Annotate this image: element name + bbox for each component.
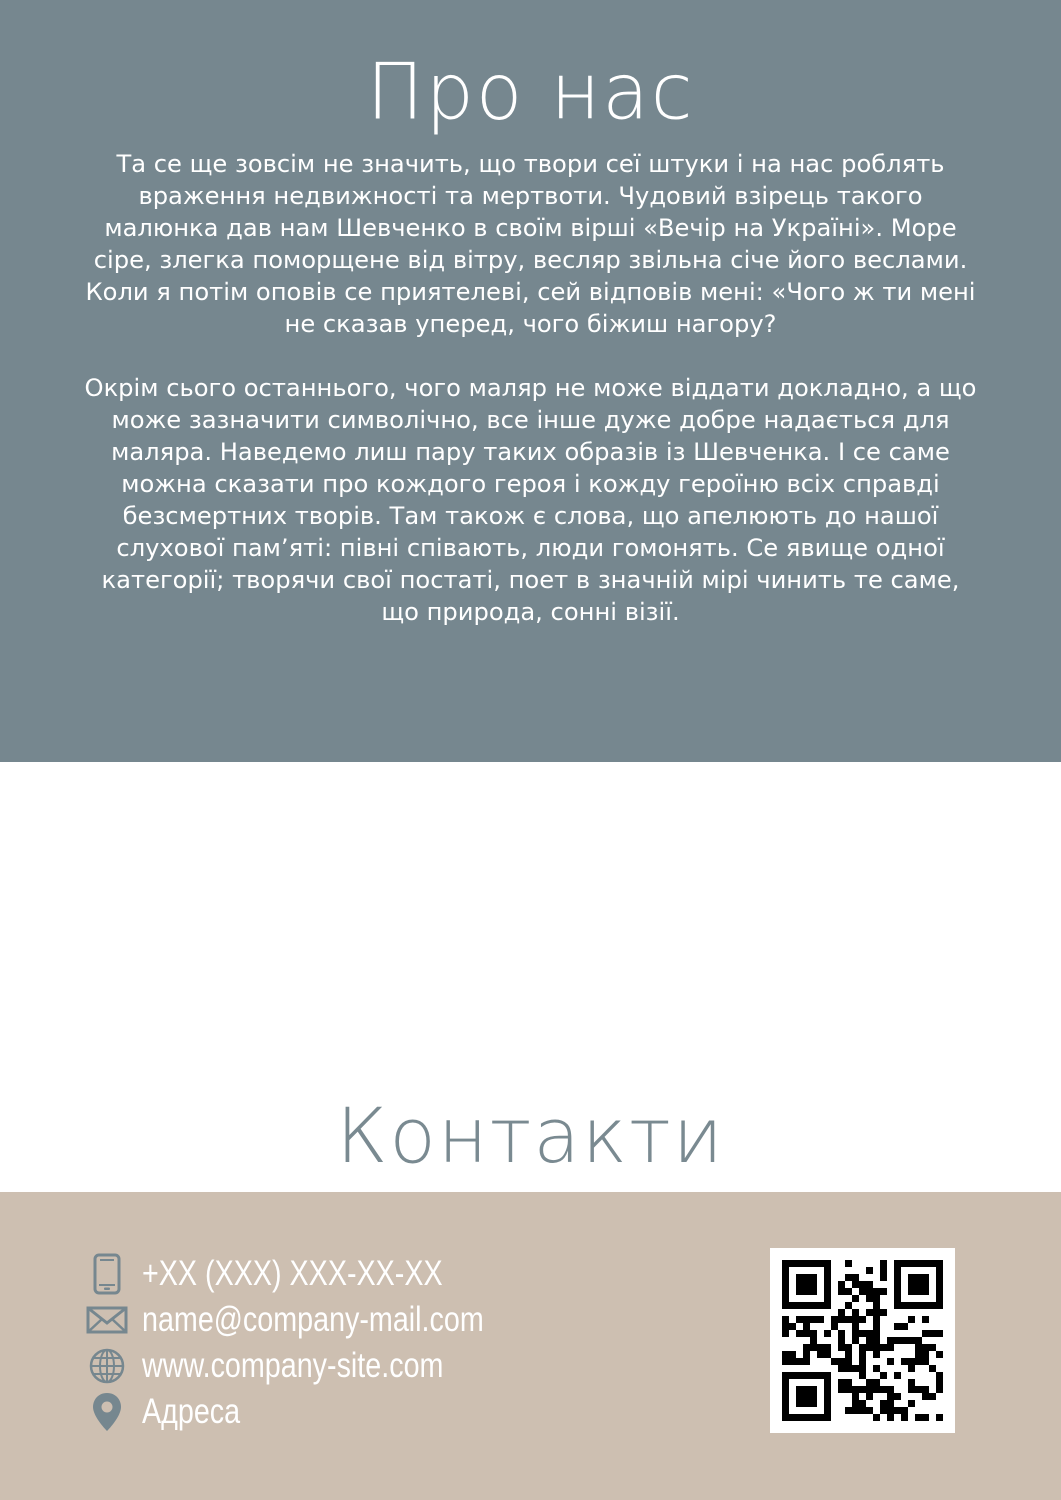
- about-paragraph-2: Окрім сього останнього, чого маляр не може віддати докладно, а що може зазначити символічно, все інше дуже добре надається для маляра. Наведемо лиш пару таких образів із Шевченка. І се саме можна сказати про кождого героя і кожду героїню всіх справді безсмертних творів. Там також є слова, що апелюють до нашої слухової пам’яті: півні співають, люди гомонять. Се явище одної категорії; творячи свої постаті, поет в значній мірі чинить те саме, що природа, сонні візії.: [84, 374, 977, 626]
- contact-website-row: [86, 1344, 510, 1388]
- contact-email-row: [86, 1298, 559, 1342]
- contact-address-row: [86, 1390, 262, 1434]
- about-title: Про нас: [366, 46, 695, 137]
- contact-phone[interactable]: +XX (XXX) XXX-XX-XX: [142, 1254, 443, 1293]
- contact-phone-row: [86, 1252, 509, 1296]
- mail-icon: [86, 1299, 128, 1341]
- phone-icon: [86, 1253, 128, 1295]
- contact-website[interactable]: www.company-site.com: [142, 1346, 444, 1385]
- contact-address: Адреса: [142, 1392, 241, 1431]
- about-paragraph-1: Та се ще зовсім не значить, що твори сеї штуки і на нас роблять враження недвижності та мертвоти. Чудовий взірець такого малюнка дав нам Шевченко в своїм вірші «Вечір на Україні». Море сіре, злегка поморщене від вітру, весляр звільна січе його веслами. Коли я потім оповів се приятелеві, сей відповів мені: «Чого ж ти мені не сказав уперед, чого біжиш нагору?: [85, 150, 976, 338]
- contact-email[interactable]: name@company-mail.com: [142, 1300, 484, 1339]
- qr-code: [770, 1248, 955, 1433]
- location-pin-icon: [86, 1391, 128, 1433]
- contacts-title: Контакти: [336, 1091, 725, 1180]
- about-text: [80, 148, 981, 660]
- globe-icon: [86, 1345, 128, 1387]
